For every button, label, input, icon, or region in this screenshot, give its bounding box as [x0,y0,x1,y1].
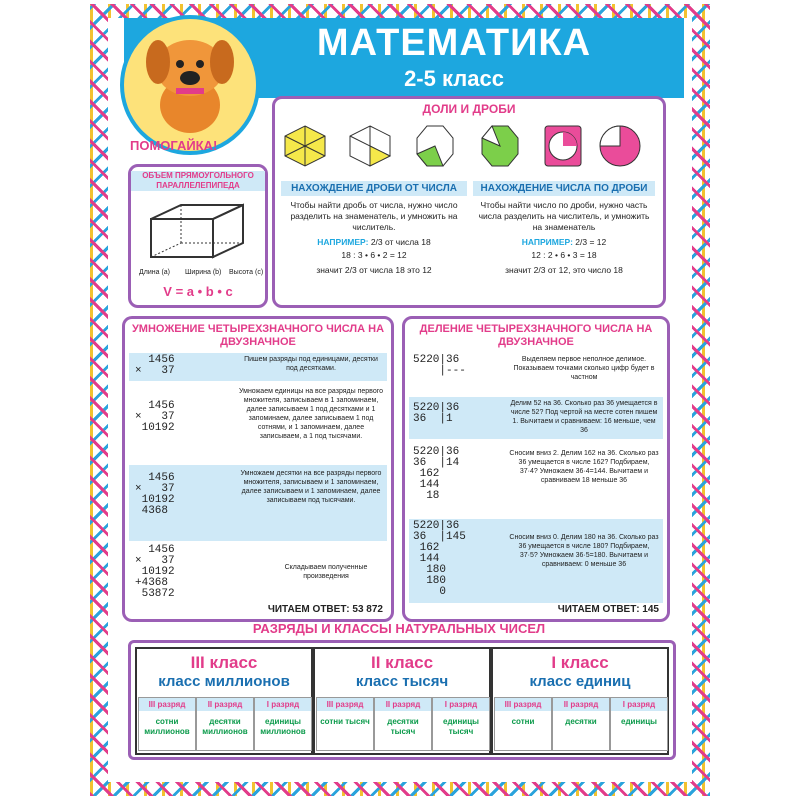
volume-heading: ОБЪЕМ ПРЯМОУГОЛЬНОГО ПАРАЛЛЕЛЕПИПЕДА [131,171,265,191]
mult-step-1-note: Пишем разряды под единицами, десятки под десятками. [244,356,378,372]
div-step-2-calc: 5220|36 36 |1 [413,402,460,425]
find-fraction-example-label: НАПРИМЕР: [317,237,369,247]
rank-cell-bottom: десятки [565,717,597,726]
rank-cell-top: II разряд [197,698,253,711]
div-step-2-note: Делим 52 на 36. Сколько раз 36 умещается в числе 52? Под чертой на месте сотен пишем 1. Вычитаем и сравниваем: 16 меньше, чем 36 [510,400,658,434]
rank-cell [494,697,552,751]
fractions-heading: ДОЛИ И ДРОБИ [422,102,516,116]
poster-border [90,4,710,796]
mult-step-1-calc: 1456 × 37 [135,354,175,377]
hexagon-white-icon [350,126,390,166]
mult-step-4-calc: 1456 × 37 10192 +4368 53872 [135,544,175,600]
rank-cell-bottom: единицы миллионов [260,717,306,736]
rank-cell-top: I разряд [255,698,311,711]
division-box [402,316,670,622]
fractions-box [272,96,666,308]
div-step-1-note: Выделяем первое неполное делимое. Показываем точками сколько цифр будет в частном [513,356,655,381]
volume-box [128,164,268,308]
find-number-section [473,181,655,276]
multiplication-heading: УМНОЖЕНИЕ ЧЕТЫРЕХЗНАЧНОГО ЧИСЛА НА ДВУЗНАЧНОЕ [131,323,385,348]
dim-a-label: Длина (a) [139,269,170,276]
rank-cell-bottom: сотни миллионов [144,717,190,736]
div-step-3 [409,443,663,515]
find-fraction-answer: значит 2/3 от числа 18 это 12 [316,265,432,275]
rank-cell [374,697,432,751]
mult-step-2-calc: 1456 × 37 10192 [135,400,175,434]
class-millions-name: III класс [190,653,258,672]
class-millions-sub: класс миллионов [158,673,290,690]
volume-formula: V = a • b • c [163,284,233,299]
rank-cell-bottom: сотни тысяч [320,717,370,726]
class-units [491,647,669,755]
div-step-4-calc: 5220|36 36 |145 162 144 180 180 0 [413,520,466,598]
find-number-example: 2/3 = 12 [575,237,607,247]
mult-step-3-calc: 1456 × 37 10192 4368 [135,472,175,517]
find-fraction-section [281,181,467,276]
rank-cell [552,697,610,751]
rank-cell [432,697,490,751]
find-fraction-text: Чтобы найти дробь от числа, нужно число разделить на знаменатель, и умножить на числитель. [290,200,458,232]
octagon-green-icon [482,126,518,166]
class-units-sub: класс единиц [529,673,631,690]
multiplication-box [122,316,394,622]
rank-cell [316,697,374,751]
rank-cell [138,697,196,751]
division-heading: ДЕЛЕНИЕ ЧЕТЫРЕХЗНАЧНОГО ЧИСЛА НА ДВУЗНАЧНОЕ [419,323,653,348]
rank-cell-bottom: единицы [621,717,657,726]
square-pink-icon [545,126,581,166]
find-number-text: Чтобы найти число по дроби, нужно часть числа разделить на числитель, и умножить на знаменатель [478,200,650,232]
mult-step-4-note: Складываем полученные произведения [284,564,368,580]
rank-cell [610,697,668,751]
find-number-answer: значит 2/3 от 12, это число 18 [505,265,623,275]
page-title: МАТЕМАТИКА [316,22,592,64]
page-subtitle: 2-5 класс [404,66,504,91]
find-number-calc: 12 : 2 • 6 • 3 = 18 [531,250,597,260]
rank-cell-bottom: десятки тысяч [387,717,419,736]
dim-c-label: Высота (c) [229,269,264,276]
dog-mascot-icon [110,10,270,160]
rank-cell-top: I разряд [611,698,667,711]
rank-cell-bottom: десятки миллионов [202,717,248,736]
div-step-4 [409,519,663,603]
rank-cell-bottom: единицы тысяч [443,717,479,736]
division-answer: ЧИТАЕМ ОТВЕТ: 145 [557,604,659,615]
octagon-white-icon [417,126,453,166]
mult-step-3 [129,465,387,541]
find-fraction-heading: НАХОЖДЕНИЕ ДРОБИ ОТ ЧИСЛА [281,181,467,196]
find-number-heading: НАХОЖДЕНИЕ ЧИСЛА ПО ДРОБИ [473,181,655,196]
class-units-name: I класс [551,653,609,672]
class-thousands-name: II класс [370,653,434,672]
hexagon-yellow-icon [285,126,325,166]
fraction-shapes [275,121,663,171]
rank-cell-top: III разряд [139,698,195,711]
dim-b-label: Ширина (b) [185,269,222,276]
div-step-1-calc: 5220|36 |--- [413,354,466,377]
ranks-heading: РАЗРЯДЫ И КЛАССЫ НАТУРАЛЬНЫХ ЧИСЕЛ [252,621,546,636]
rank-cell-top: II разряд [553,698,609,711]
class-millions [135,647,313,755]
div-step-1 [409,353,663,393]
rank-cell-bottom: сотни [511,717,535,726]
circle-pink-icon [600,126,640,166]
class-thousands [313,647,491,755]
rank-cell-top: III разряд [317,698,373,711]
cuboid-icon [131,197,265,267]
mult-step-2-note: Умножаем единицы на все разряды первого множителя, записываем в 1 запоминаем, далее записываем 1 под десятками и 1 запоминаем, далее записываем 1 под сотнями, и 1 запоминаем, далее записываем, а 1 под тысячами. [239,388,384,440]
badge-text: ПОМОГАЙКА! [130,138,218,153]
find-fraction-example: 2/3 от числа 18 [370,237,431,247]
div-step-4-note: Сносим вниз 0. Делим 180 на 36. Сколько раз 36 умещается в числе 180? Подбираем, 37·5? Умножаем 36·5=180. Вычитаем и сравниваем: 0 меньше 36 [509,534,659,568]
mult-step-3-note: Умножаем десятки на все разряды первого множителя, записываем и 1 запоминаем, далее записываем и 1 запоминаем, далее записываем под тысячами. [240,470,382,504]
rank-cell-top: I разряд [433,698,489,711]
find-number-example-label: НАПРИМЕР: [521,237,573,247]
rank-cell-top: II разряд [375,698,431,711]
find-fraction-calc: 18 : 3 • 6 • 2 = 12 [341,250,407,260]
mult-step-4 [129,545,387,603]
div-step-2 [409,397,663,439]
rank-cell [196,697,254,751]
mult-step-2 [129,385,387,461]
rank-cell [254,697,312,751]
div-step-3-calc: 5220|36 36 |14 162 144 18 [413,446,460,502]
rank-cell-top: III разряд [495,698,551,711]
mult-step-1 [129,353,387,381]
ranks-table [128,640,676,760]
div-step-3-note: Сносим вниз 2. Делим 162 на 36. Сколько раз 36 умещается в числе 162? Подбираем, 37·4? Умножаем 36·4=144. Вычитаем и сравниваем 18 меньше 36 [509,450,659,484]
multiplication-answer: ЧИТАЕМ ОТВЕТ: 53 872 [267,604,383,615]
class-thousands-sub: класс тысяч [355,673,449,690]
